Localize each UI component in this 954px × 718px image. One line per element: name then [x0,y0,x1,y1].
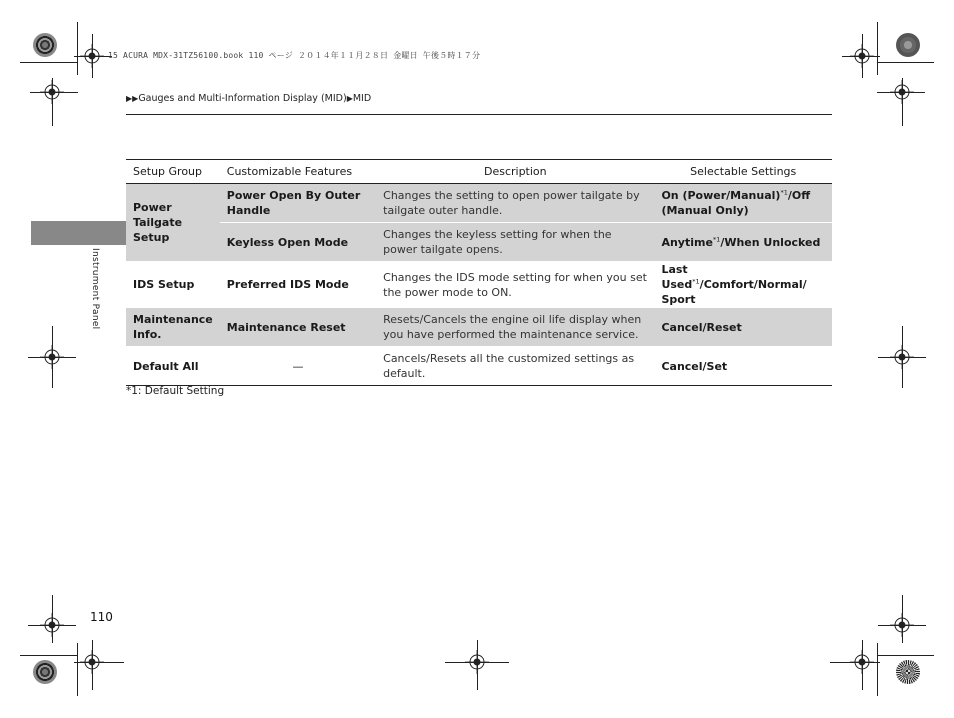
chapter-label-text: Instrument Panel [90,248,100,330]
book-file-line: 15 ACURA MDX-31TZ56100.book 110 ページ ２０１４年１１月２８日 金曜日 午後５時１７分 [108,51,481,60]
feature-cell: Preferred IDS Mode [220,262,376,308]
settings-cell: Cancel/Set [654,347,832,386]
settings-rest: /Comfort/Normal/ Sport [661,278,807,306]
header-selectable-settings: Selectable Settings [654,160,832,184]
registration-mark-icon [890,613,914,637]
registration-mark-icon [850,44,874,68]
setup-group-cell: Maintenance Info. [126,308,220,347]
page-number: 110 [90,610,113,624]
settings-default: Last Used [661,263,693,291]
settings-rest: /Off (Manual Only) [661,189,811,217]
registration-mark-icon [80,44,104,68]
description-cell: Changes the IDS mode setting for when you set the power mode to ON. [376,262,654,308]
color-target-icon [896,33,920,57]
settings-cell [654,223,832,262]
registration-mark-icon [890,345,914,369]
registration-mark-icon [40,80,64,104]
header-rule [126,114,832,115]
description-cell: Changes the setting to open power tailgate by tailgate outer handle. [376,184,654,223]
table-header-row [126,160,832,184]
feature-cell: Power Open By Outer Handle [220,184,376,223]
description-cell: Changes the keyless setting for when the power tailgate opens. [376,223,654,262]
footnote-ref: *1 [692,277,700,286]
table-row [126,262,832,308]
registration-mark-icon [465,650,489,674]
settings-cell [654,262,832,308]
breadcrumb [126,93,371,104]
registration-mark-icon [850,650,874,674]
settings-default: On (Power/Manual) [661,189,781,202]
registration-mark-icon [890,80,914,104]
setup-group-cell: Power Tailgate Setup [126,184,220,262]
settings-default: Anytime [661,235,713,249]
chapter-tab [31,221,133,245]
table-row [126,347,832,386]
registration-mark-icon [80,650,104,674]
header-setup-group: Setup Group [126,160,220,184]
settings-rest: /When Unlocked [720,235,821,249]
customizable-features-table [126,159,832,386]
registration-mark-icon [40,345,64,369]
breadcrumb-marker-icon: ▶▶ [126,94,139,103]
footnote-ref: *1 [780,188,788,197]
header-description: Description [376,160,654,184]
color-target-icon [33,660,57,684]
settings-cell [654,184,832,223]
settings-cell: Cancel/Reset [654,308,832,347]
color-target-icon [896,660,920,684]
footnote-ref: *1 [712,234,721,243]
feature-cell: Keyless Open Mode [220,223,376,262]
table-row [126,308,832,347]
breadcrumb-separator-icon: ▶ [346,94,353,103]
breadcrumb-item-gauges[interactable]: Gauges and Multi-Information Display (MID) [138,93,347,104]
feature-cell: Maintenance Reset [220,308,376,347]
table-row [126,184,832,223]
breadcrumb-item-mid[interactable]: MID [352,93,372,104]
description-cell: Cancels/Resets all the customized settings as default. [376,347,654,386]
feature-cell: — [220,347,376,386]
setup-group-cell: Default All [126,347,220,386]
header-customizable-features: Customizable Features [220,160,376,184]
footnote: *1: Default Setting [126,385,225,397]
registration-mark-icon [40,613,64,637]
setup-group-cell: IDS Setup [126,262,220,308]
description-cell: Resets/Cancels the engine oil life display when you have performed the maintenance service. [376,308,654,347]
chapter-label [86,248,106,348]
color-target-icon [33,33,57,57]
table-row [126,223,832,262]
